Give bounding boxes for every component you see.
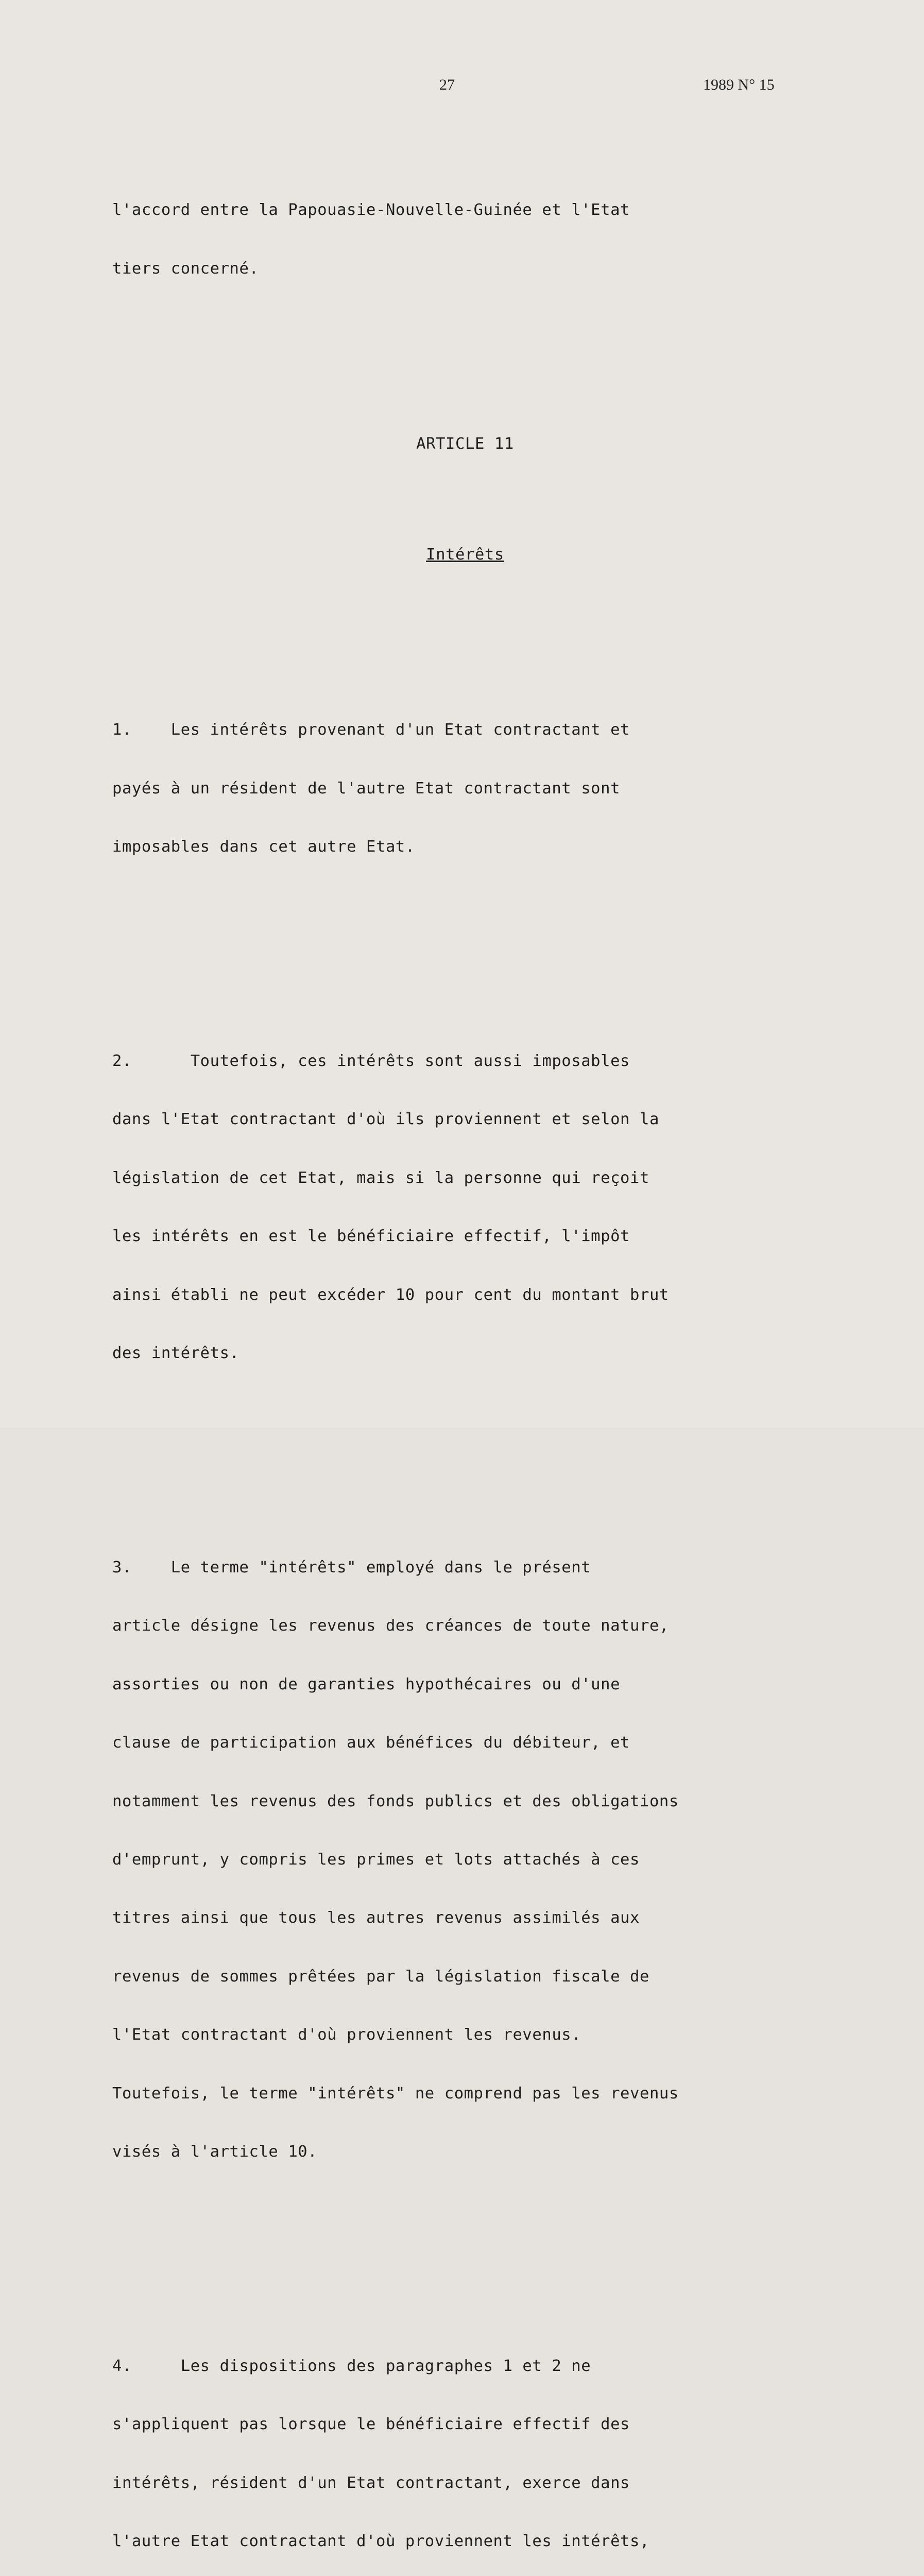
text-line: 1. Les intérêts provenant d'un Etat contractant et <box>112 721 630 739</box>
text-line: l'autre Etat contractant d'où proviennent les intérêts, <box>112 2532 649 2551</box>
text-line: d'emprunt, y compris les primes et lots attachés à ces <box>112 1850 640 1869</box>
article-title-text: Intérêts <box>426 545 504 564</box>
article-title <box>112 545 797 565</box>
text-line: visés à l'article 10. <box>112 2142 318 2161</box>
text-line: Toutefois, le terme "intérêts" ne comprend pas les revenus <box>112 2084 679 2103</box>
text-line: payés à un résident de l'autre Etat contractant sont <box>112 779 621 798</box>
page-header <box>0 76 924 97</box>
text-line: 3. Le terme "intérêts" employé dans le présent <box>112 1558 591 1577</box>
text-line: imposables dans cet autre Etat. <box>112 838 415 856</box>
page-number: 27 <box>439 76 455 93</box>
article-body <box>112 123 797 2576</box>
text-line: intérêts, résident d'un Etat contractant, exerce dans <box>112 2473 630 2492</box>
text-line: l'Etat contractant d'où proviennent les revenus. <box>112 2026 581 2044</box>
paragraph-3 <box>112 1519 797 2200</box>
text-line: 4. Les dispositions des paragraphes 1 et 2 ne <box>112 2357 591 2375</box>
text-line: clause de participation aux bénéfices du débiteur, et <box>112 1734 630 1752</box>
text-line: tiers concerné. <box>112 259 259 278</box>
intro-paragraph <box>112 162 797 317</box>
text-line: l'accord entre la Papouasie-Nouvelle-Guinée et l'Etat <box>112 201 630 219</box>
text-line: revenus de sommes prêtées par la législation fiscale de <box>112 1967 649 1986</box>
text-line: titres ainsi que tous les autres revenus assimilés aux <box>112 1909 640 1927</box>
text-line: les intérêts en est le bénéficiaire effectif, l'impôt <box>112 1227 630 1246</box>
text-line: ainsi établi ne peut excéder 10 pour cent du montant brut <box>112 1285 669 1304</box>
text-line: 2. Toutefois, ces intérêts sont aussi imposables <box>112 1052 630 1071</box>
text-line: s'appliquent pas lorsque le bénéficiaire effectif des <box>112 2415 630 2434</box>
text-line: assorties ou non de garanties hypothécaires ou d'une <box>112 1675 621 1693</box>
journal-reference: 1989 N° 15 <box>703 76 775 93</box>
text-line: dans l'Etat contractant d'où ils proviennent et selon la <box>112 1110 659 1129</box>
text-line: article désigne les revenus des créances de toute nature, <box>112 1617 669 1635</box>
paragraph-2 <box>112 1012 797 1402</box>
paragraph-4 <box>112 2317 797 2576</box>
text-line: législation de cet Etat, mais si la personne qui reçoit <box>112 1168 649 1187</box>
text-line: notamment les revenus des fonds publics et des obligations <box>112 1792 679 1810</box>
text-line: des intérêts. <box>112 1344 239 1363</box>
paragraph-1 <box>112 682 797 896</box>
article-number: ARTICLE 11 <box>416 434 514 453</box>
